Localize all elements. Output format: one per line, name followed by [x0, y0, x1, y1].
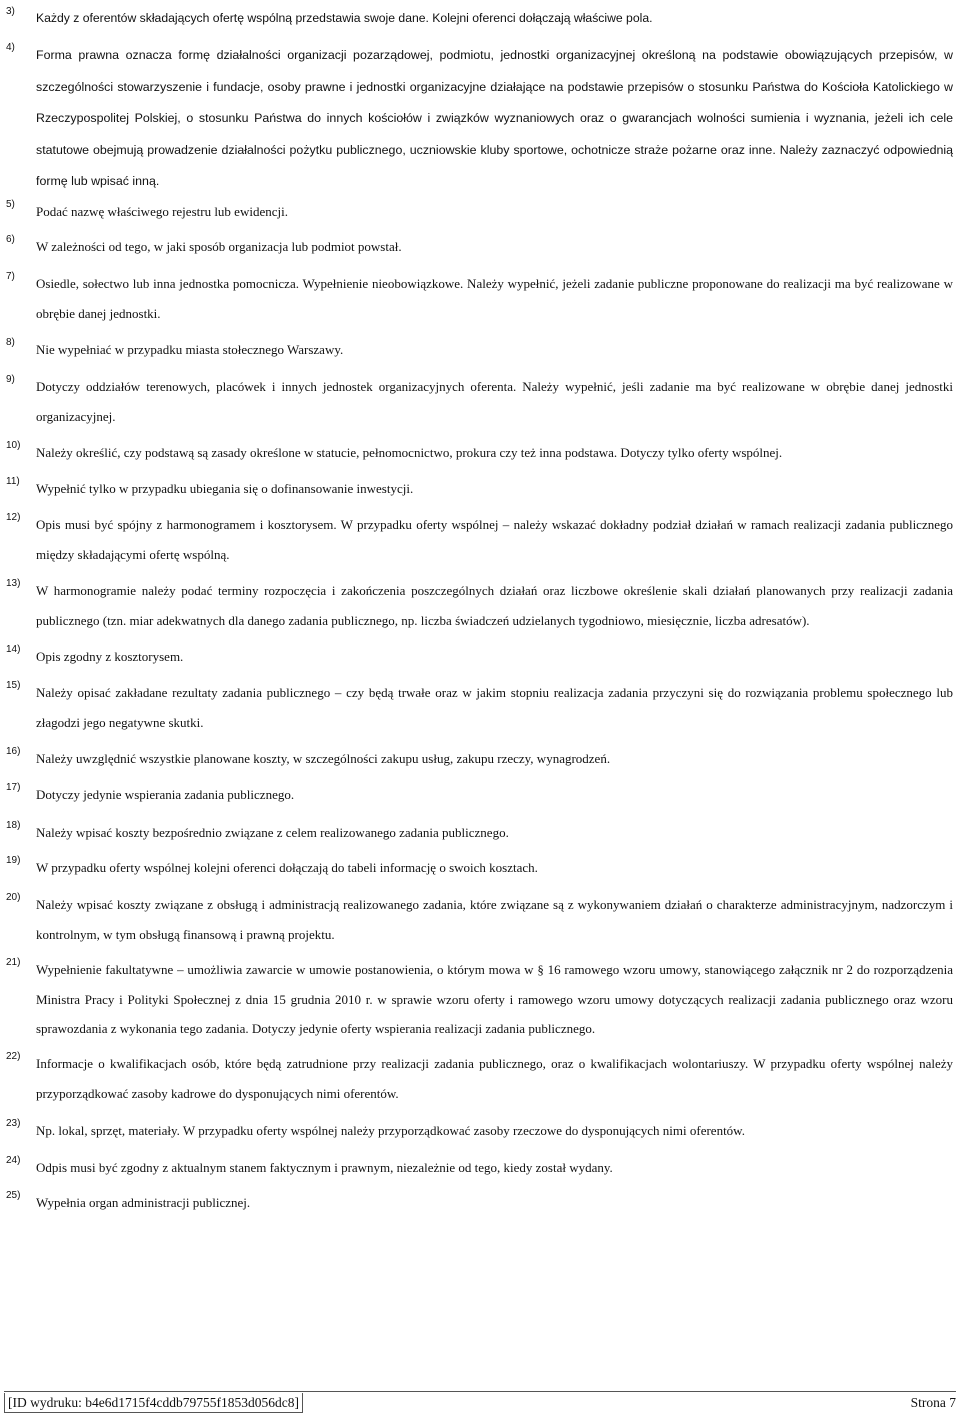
footnote-number: 8) — [6, 337, 15, 348]
footnote-text: Wypełnienie fakultatywne – umożliwia zawarcie w umowie postanowienia, o którym mowa w § 16 ramowego wzoru umowy, stanowiącego załącznik nr 2 do rozporządzenia Ministra Pracy i Polityki Społecznej z dnia 15 grudnia 2010 r. w sprawie wzoru oferty i ramowego wzoru umowy dotyczących realizacji zadania publicznego oraz wzoru sprawozdania z wykonania tego zadania. Dotyczy jedynie oferty wspierania realizacji zadania publicznego. — [36, 962, 953, 1036]
footnote-number: 14) — [6, 644, 21, 655]
footnote-number: 9) — [6, 374, 15, 385]
footnote-number: 13) — [6, 578, 21, 589]
footnote-text: W przypadku oferty wspólnej kolejni oferenci dołączają do tabeli informację o swoich kosztach. — [36, 860, 538, 875]
footnote-text: Należy określić, czy podstawą są zasady określone w statucie, pełnomocnictwo, prokura czy też inna podstawa. Dotyczy tylko oferty wspólnej. — [36, 445, 783, 460]
footnote-number: 23) — [6, 1118, 21, 1129]
footnote-text: W harmonogramie należy podać terminy rozpoczęcia i zakończenia poszczególnych działań oraz liczbowe określenie skali działań planowanych przy realizacji zadania publicznego (tzn. miar adekwatnych dla danego zadania publicznego, np. liczba świadczeń udzielanych tygodniowo, miesięcznie, liczba adresatów). — [36, 583, 953, 628]
footnote-text: Odpis musi być zgodny z aktualnym stanem faktycznym i prawnym, niezależnie od tego, kiedy został wydany. — [36, 1160, 613, 1175]
footnote-text: Nie wypełniać w przypadku miasta stołecznego Warszawy. — [36, 342, 344, 357]
footnote-text: Opis zgodny z kosztorysem. — [36, 649, 184, 664]
footnote-text: Informacje o kwalifikacjach osób, które będą zatrudnione przy realizacji zadania publicznego, oraz o kwalifikacjach wolontariuszy. W przypadku oferty wspólnej należy przyporządkować zasoby kadrowe do dysponujących nimi oferentów. — [36, 1056, 953, 1101]
footnote-text: Dotyczy oddziałów terenowych, placówek i innych jednostek organizacyjnych oferenta. Należy wypełnić, jeśli zadanie ma być realizowane w obrębie danej jednostki organizacyjnej. — [36, 379, 953, 424]
footnote-text: Każdy z oferentów składających ofertę wspólną przedstawia swoje dane. Kolejni oferenci dołączają właściwe pola. — [36, 11, 653, 25]
footnote-number: 10) — [6, 440, 21, 451]
print-id: [ID wydruku: b4e6d1715f4cddb79755f1853d056dc8] — [4, 1393, 303, 1413]
footnote-text: Wypełnia organ administracji publicznej. — [36, 1195, 251, 1210]
footnote-number: 19) — [6, 855, 21, 866]
footnote-text: Należy wpisać koszty związane z obsługą i administracją realizowanego zadania, które związane są z wykonywaniem działań o charakterze administracyjnym, nadzorczym i kontrolnym, w tym obsługą finansową i prawną projektu. — [36, 897, 953, 942]
footnote-number: 15) — [6, 680, 21, 691]
footnote-text: Dotyczy jedynie wspierania zadania publicznego. — [36, 787, 295, 802]
footnote-text: Forma prawna oznacza formę działalności organizacji pozarządowej, podmiotu, jednostki organizacyjnej określoną na podstawie obowiązujących przepisów, w szczególności stowarzyszenie i fundacje, osoby prawne i jednostki organizacyjne działające na podstawie przepisów o stosunku Państwa do Kościoła Katolickiego w Rzeczypospolitej Polskiej, o stosunku Państwa do innych kościołów i związków wyznaniowych oraz o gwarancjach wolności sumienia i wyznania, jeżeli ich cele statutowe obejmują prowadzenie działalności pożytku publicznego, uczniowskie kluby sportowe, ochotnicze straże pożarne oraz inne. Należy zaznaczyć odpowiednią formę lub wpisać inną. — [36, 48, 953, 188]
footnote-text: W zależności od tego, w jaki sposób organizacja lub podmiot powstał. — [36, 239, 402, 254]
footnote-number: 17) — [6, 782, 21, 793]
footnote-number: 16) — [6, 746, 21, 757]
footnote-text: Opis musi być spójny z harmonogramem i kosztorysem. W przypadku oferty wspólnej – należy wskazać dokładny podział działań w ramach realizacji zadania publicznego między składającymi ofertę wspólną. — [36, 517, 953, 562]
footnote-text: Podać nazwę właściwego rejestru lub ewidencji. — [36, 204, 288, 219]
footnote-text: Osiedle, sołectwo lub inna jednostka pomocnicza. Wypełnienie nieobowiązkowe. Należy wypełnić, jeżeli zadanie publiczne proponowane do realizacji ma być realizowane w obrębie danej jednostki. — [36, 276, 953, 321]
footnote-number: 6) — [6, 234, 15, 245]
footnote-text: Należy uwzględnić wszystkie planowane koszty, w szczególności zakupu usług, zakupu rzeczy, wynagrodzeń. — [36, 751, 611, 766]
footnote-number: 11) — [6, 476, 20, 487]
footnote-number: 4) — [6, 42, 15, 53]
footnote-number: 21) — [6, 957, 21, 968]
page-footer — [4, 1391, 956, 1412]
footnote-number: 7) — [6, 271, 15, 282]
footnote-number: 20) — [6, 892, 21, 903]
footnote-number: 25) — [6, 1190, 21, 1201]
footnote-text: Np. lokal, sprzęt, materiały. W przypadku oferty wspólnej należy przyporządkować zasoby rzeczowe do dysponujących nimi oferentów. — [36, 1123, 745, 1138]
footnote-number: 3) — [6, 6, 15, 17]
footnote-number: 24) — [6, 1155, 21, 1166]
page-number: Strona 7 — [910, 1395, 956, 1410]
footnote-number: 18) — [6, 820, 21, 831]
footnote-number: 5) — [6, 199, 15, 210]
footnote-number: 22) — [6, 1051, 21, 1062]
footnote-number: 12) — [6, 512, 21, 523]
footnote-text: Należy wpisać koszty bezpośrednio związane z celem realizowanego zadania publicznego. — [36, 825, 509, 840]
footnote-text: Należy opisać zakładane rezultaty zadania publicznego – czy będą trwałe oraz w jakim stopniu realizacja zadania przyczyni się do rozwiązania problemu społecznego lub złagodzi jego negatywne skutki. — [36, 685, 953, 730]
footnote-text: Wypełnić tylko w przypadku ubiegania się o dofinansowanie inwestycji. — [36, 481, 414, 496]
